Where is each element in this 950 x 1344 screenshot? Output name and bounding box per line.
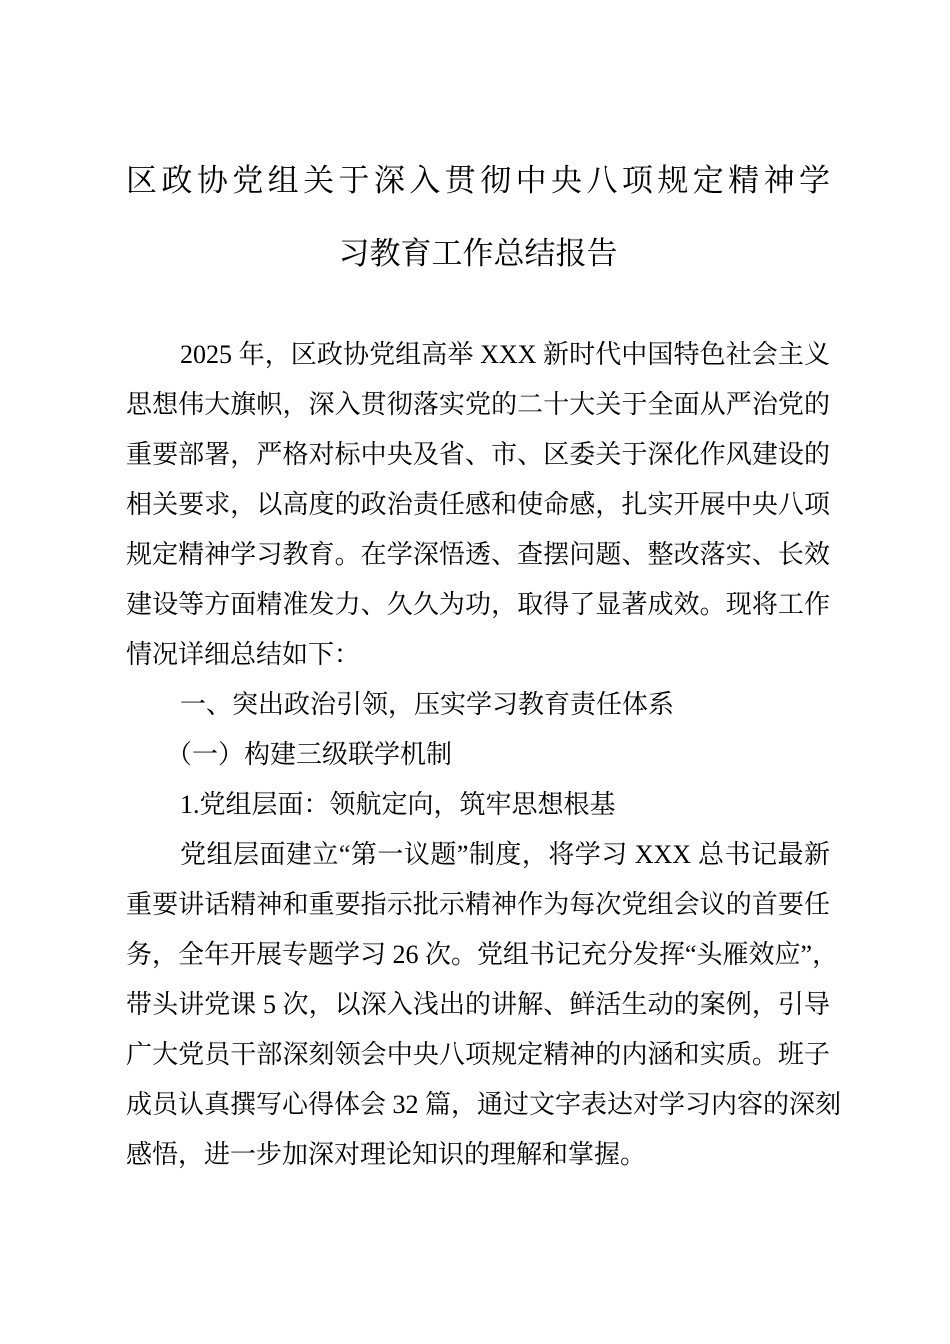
text-line: 务，全年开展专题学习 26 次。党组书记充分发挥“头雁效应”，	[126, 940, 839, 969]
text-line: 重要部署，严格对标中央及省、市、区委关于深化作风建设的	[126, 440, 830, 469]
text-line: 成员认真撰写心得体会 32 篇，通过文字表达对学习内容的深刻	[126, 1090, 842, 1119]
text-line: 思想伟大旗帜，深入贯彻落实党的二十大关于全面从严治党的	[126, 390, 830, 419]
text-line: 建设等方面精准发力、久久为功，取得了显著成效。现将工作	[126, 590, 830, 619]
document-title	[126, 145, 830, 291]
section-heading-2: （一）构建三级联学机制	[166, 740, 453, 769]
intro-paragraph	[126, 330, 830, 680]
document-body	[126, 330, 842, 1180]
text-line: 党组层面建立“第一议题”制度，将学习 XXX 总书记最新	[180, 840, 830, 869]
text-line: 规定精神学习教育。在学深悟透、查摆问题、整改落实、长效	[126, 540, 830, 569]
title-line: 区政协党组关于深入贯彻中央八项规定精神学	[126, 163, 830, 199]
text-line: 重要讲话精神和重要指示批示精神作为每次党组会议的首要任	[126, 890, 830, 919]
text-line: 相关要求，以高度的政治责任感和使命感，扎实开展中央八项	[126, 490, 830, 519]
body-paragraph	[126, 830, 842, 1180]
section-heading-3: 1.党组层面：领航定向，筑牢思想根基	[180, 790, 616, 819]
text-line: 感悟，进一步加深对理论知识的理解和掌握。	[126, 1140, 647, 1169]
text-line: 2025 年，区政协党组高举 XXX 新时代中国特色社会主义	[180, 340, 830, 369]
section-heading-1: 一、突出政治引领，压实学习教育责任体系	[180, 690, 675, 719]
text-line: 情况详细总结如下：	[126, 640, 361, 669]
text-line: 带头讲党课 5 次，以深入浅出的讲解、鲜活生动的案例，引导	[126, 990, 830, 1019]
title-line: 习教育工作总结报告	[338, 236, 618, 272]
text-line: 广大党员干部深刻领会中央八项规定精神的内涵和实质。班子	[126, 1040, 830, 1069]
